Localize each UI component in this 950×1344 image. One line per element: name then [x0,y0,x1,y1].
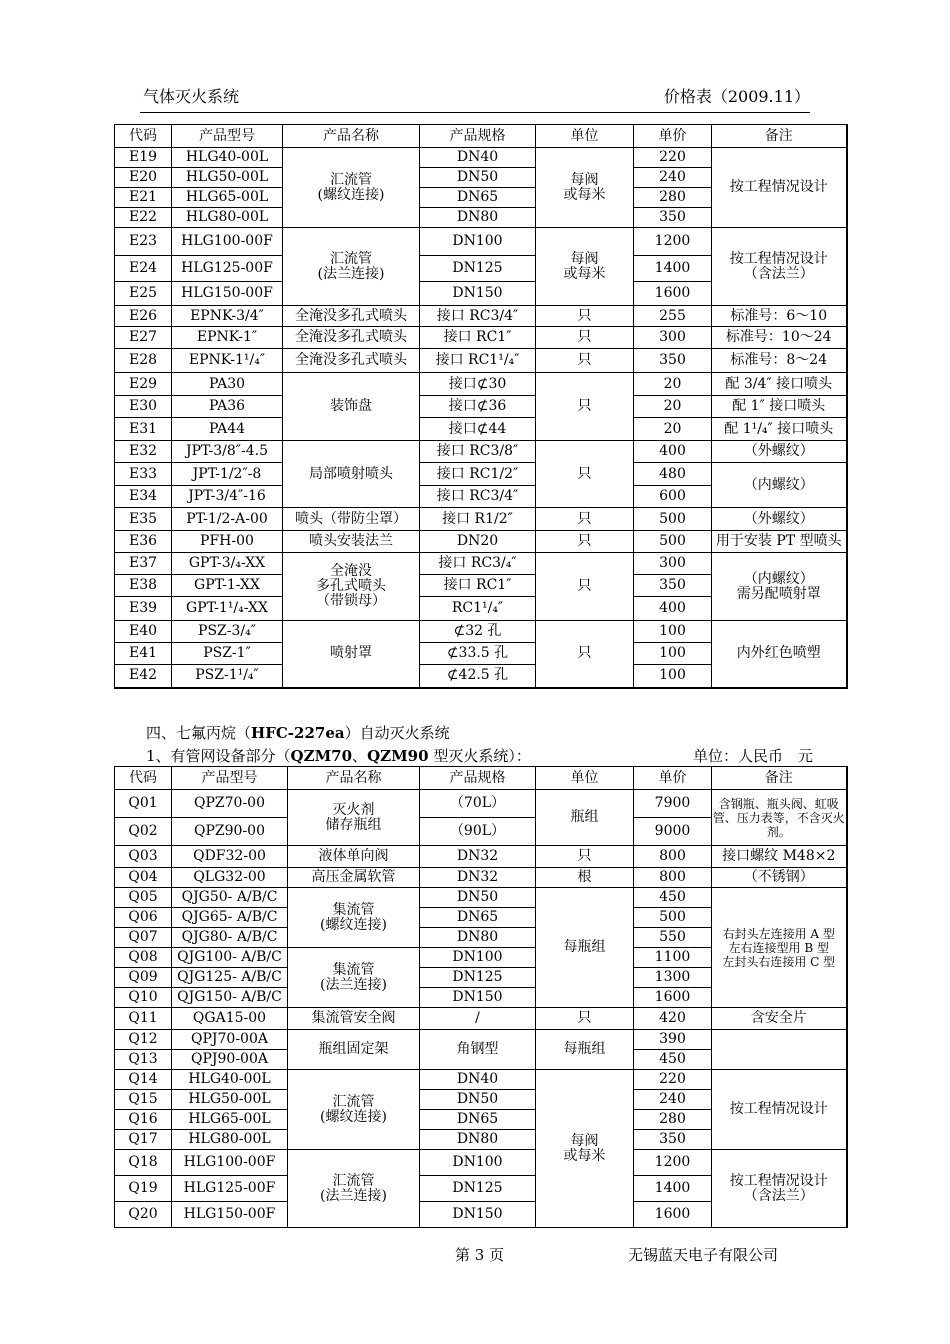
spec-cell: 接口⊄30 [420,373,536,396]
spec-cell: DN100 [420,228,536,256]
price-table-e [114,124,848,689]
price-cell: 240 [634,168,712,188]
note-cell: 含安全片 [712,1008,847,1030]
model-cell: PSZ-1¹/₄″ [172,665,283,688]
note-cell: 接口螺纹 M48×2 [712,846,847,868]
model-cell: QJG125- A/B/C [172,968,288,988]
product-name-cell: 灭火剂 储存瓶组 [288,790,420,846]
model-cell: QPZ90-00 [172,818,288,846]
price-cell: 480 [634,463,712,486]
model-cell: HLG40-00L [172,148,283,168]
spec-cell: ⊄32 孔 [420,621,536,643]
price-cell: 9000 [634,818,712,846]
price-cell: 255 [634,306,712,327]
table-row [115,1070,847,1090]
spec-cell: DN65 [420,188,536,208]
price-cell: 20 [634,396,712,418]
product-name-cell: 高压金属软管 [288,868,420,888]
column-header: 单位 [536,125,634,148]
price-cell: 1600 [634,1202,712,1228]
spec-cell: DN150 [420,988,536,1008]
note-cell: 标准号：10～24 [712,327,847,349]
code-cell: Q09 [115,968,172,988]
code-cell: E28 [115,349,172,373]
unit-cell: 只 [536,508,634,531]
price-cell: 450 [634,888,712,908]
code-cell: Q06 [115,908,172,928]
code-cell: Q13 [115,1050,172,1070]
table-row [115,228,847,256]
column-header: 产品型号 [172,125,283,148]
code-cell: E25 [115,282,172,306]
table-row [115,1150,847,1176]
price-cell: 1600 [634,988,712,1008]
code-cell: E41 [115,643,172,665]
spec-cell: 接口 RC3/4″ [420,306,536,327]
price-table-q [114,766,848,1228]
spec-cell: / [420,1008,536,1030]
price-cell: 350 [634,208,712,228]
price-cell: 400 [634,597,712,621]
table-header-row [115,125,847,148]
product-name-cell: 全淹没 多孔式喷头 （带锁母） [283,553,420,621]
unit-cell: 只 [536,373,634,441]
code-cell: E35 [115,508,172,531]
code-cell: E29 [115,373,172,396]
code-cell: Q07 [115,928,172,948]
spec-cell: （90L） [420,818,536,846]
column-header: 单位 [536,767,634,790]
model-cell: PA44 [172,418,283,441]
code-cell: E31 [115,418,172,441]
model-cell: HLG65-00L [172,1110,288,1130]
price-cell: 300 [634,327,712,349]
code-cell: Q08 [115,948,172,968]
product-name-cell: 瓶组固定架 [288,1030,420,1070]
header-rule [140,112,810,113]
model-cell: PA30 [172,373,283,396]
model-cell: QPJ90-00A [172,1050,288,1070]
unit-cell: 只 [536,531,634,553]
table-row [115,868,847,888]
code-cell: E33 [115,463,172,486]
model-cell: QJG150- A/B/C [172,988,288,1008]
price-cell: 280 [634,1110,712,1130]
table-row [115,349,847,373]
code-cell: Q04 [115,868,172,888]
unit-cell: 每阀 或每米 [536,1070,634,1228]
product-name-cell: 汇流管 (法兰连接) [283,228,420,306]
company-name: 无锡蓝天电子有限公司 [628,1246,779,1264]
product-name-cell: 液体单向阀 [288,846,420,868]
column-header: 产品型号 [172,767,288,790]
price-cell: 220 [634,1070,712,1090]
model-cell: HLG100-00F [172,228,283,256]
model-cell: QJG80- A/B/C [172,928,288,948]
code-cell: E40 [115,621,172,643]
table-row [115,1030,847,1050]
column-header: 产品名称 [288,767,420,790]
price-cell: 1400 [634,256,712,282]
column-header: 产品规格 [420,125,536,148]
model-cell: HLG50-00L [172,168,283,188]
spec-cell: 接口 RC3/8″ [420,441,536,463]
table-row [115,508,847,531]
code-cell: Q10 [115,988,172,1008]
code-cell: E26 [115,306,172,327]
code-cell: Q20 [115,1202,172,1228]
code-cell: E32 [115,441,172,463]
spec-cell: 接口 RC1″ [420,575,536,597]
note-cell: 按工程情况设计 （含法兰） [712,1150,847,1228]
header-price-list: 价格表（2009.11） [663,87,810,106]
note-cell: 含钢瓶、瓶头阀、虹吸管、压力表等，不含灭火剂。 [712,790,847,846]
code-cell: E22 [115,208,172,228]
model-cell: PFH-00 [172,531,283,553]
code-cell: E34 [115,486,172,508]
table-row [115,621,847,643]
table-row [115,531,847,553]
code-cell: Q02 [115,818,172,846]
table-row [115,1008,847,1030]
note-cell: 配 1¹/₄″ 接口喷头 [712,418,847,441]
model-cell: HLG100-00F [172,1150,288,1176]
spec-cell: 接口 RC1/2″ [420,463,536,486]
code-cell: E23 [115,228,172,256]
note-cell: 用于安装 PT 型喷头 [712,531,847,553]
spec-cell: 接口⊄44 [420,418,536,441]
code-cell: Q15 [115,1090,172,1110]
unit-cell: 只 [536,327,634,349]
model-cell: QJG50- A/B/C [172,888,288,908]
spec-cell: DN150 [420,282,536,306]
code-cell: E38 [115,575,172,597]
code-cell: Q14 [115,1070,172,1090]
code-cell: E42 [115,665,172,688]
code-cell: E39 [115,597,172,621]
price-cell: 800 [634,868,712,888]
model-cell: HLG80-00L [172,1130,288,1150]
price-cell: 600 [634,486,712,508]
note-cell: （不锈钢） [712,868,847,888]
price-cell: 1300 [634,968,712,988]
model-cell: QJG100- A/B/C [172,948,288,968]
table-row [115,306,847,327]
product-name-cell: 喷头安装法兰 [283,531,420,553]
column-header: 单价 [634,767,712,790]
code-cell: Q11 [115,1008,172,1030]
model-cell: GPT-3/₄-XX [172,553,283,575]
product-name-cell: 全淹没多孔式喷头 [283,327,420,349]
spec-cell: 角钢型 [420,1030,536,1070]
note-cell: 标准号：8～24 [712,349,847,373]
column-header: 产品规格 [420,767,536,790]
price-cell: 500 [634,908,712,928]
price-cell: 20 [634,373,712,396]
code-cell: E21 [115,188,172,208]
code-cell: E27 [115,327,172,349]
table-row [115,463,847,486]
spec-cell: ⊄33.5 孔 [420,643,536,665]
spec-cell: DN50 [420,1090,536,1110]
spec-cell: DN65 [420,1110,536,1130]
unit-cell: 只 [536,846,634,868]
product-name-cell: 集流管 (螺纹连接) [288,888,420,948]
price-cell: 100 [634,643,712,665]
column-header: 代码 [115,767,172,790]
code-cell: Q12 [115,1030,172,1050]
product-name-cell: 局部喷射喷头 [283,441,420,508]
spec-cell: DN32 [420,868,536,888]
code-cell: Q16 [115,1110,172,1130]
spec-cell: 接口⊄36 [420,396,536,418]
header-title: 气体灭火系统 [143,87,240,106]
product-name-cell: 装饰盘 [283,373,420,441]
price-cell: 350 [634,575,712,597]
unit-cell: 每瓶组 [536,1030,634,1070]
subsection-title: 1、有管网设备部分（QZM70、QZM90 型灭火系统）： [146,747,531,765]
unit-cell: 每阀 或每米 [536,228,634,306]
spec-cell: ⊄42.5 孔 [420,665,536,688]
spec-cell: 接口 RC1¹/₄″ [420,349,536,373]
model-cell: QGA15-00 [172,1008,288,1030]
price-cell: 20 [634,418,712,441]
note-cell: 按工程情况设计 [712,1070,847,1150]
product-name-cell: 全淹没多孔式喷头 [283,306,420,327]
column-header: 单价 [634,125,712,148]
product-name-cell: 汇流管 (螺纹连接) [283,148,420,228]
price-cell: 280 [634,188,712,208]
section-title: 四、七氟丙烷（HFC-227ea）自动灭火系统 [146,724,450,742]
model-cell: QPZ70-00 [172,790,288,818]
spec-cell: DN65 [420,908,536,928]
spec-cell: 接口 R1/2″ [420,508,536,531]
table-row [115,790,847,818]
unit-cell: 每瓶组 [536,888,634,1008]
product-name-cell: 喷头（带防尘罩） [283,508,420,531]
price-cell: 350 [634,1130,712,1150]
product-name-cell: 集流管安全阀 [288,1008,420,1030]
model-cell: HLG125-00F [172,1176,288,1202]
model-cell: PSZ-3/₄″ [172,621,283,643]
spec-cell: DN80 [420,208,536,228]
note-cell: 配 1″ 接口喷头 [712,396,847,418]
spec-cell: 接口 RC1″ [420,327,536,349]
note-cell: 按工程情况设计 [712,148,847,228]
spec-cell: DN32 [420,846,536,868]
product-name-cell: 集流管 (法兰连接) [288,948,420,1008]
spec-cell: DN80 [420,928,536,948]
column-header: 产品名称 [283,125,420,148]
model-cell: HLG40-00L [172,1070,288,1090]
price-cell: 350 [634,349,712,373]
model-cell: JPT-3/4″-16 [172,486,283,508]
table-row [115,553,847,575]
unit-cell: 每阀 或每米 [536,148,634,228]
spec-cell: DN150 [420,1202,536,1228]
model-cell: JPT-1/2″-8 [172,463,283,486]
model-cell: GPT-1-XX [172,575,283,597]
code-cell: E36 [115,531,172,553]
spec-cell: DN40 [420,148,536,168]
price-cell: 550 [634,928,712,948]
model-cell: HLG80-00L [172,208,283,228]
spec-cell: 接口 RC3/4″ [420,486,536,508]
spec-cell: DN50 [420,168,536,188]
unit-cell: 只 [536,1008,634,1030]
table-row [115,888,847,908]
table-row [115,327,847,349]
model-cell: HLG150-00F [172,1202,288,1228]
model-cell: QLG32-00 [172,868,288,888]
spec-cell: DN20 [420,531,536,553]
price-cell: 500 [634,508,712,531]
unit-cell: 只 [536,306,634,327]
note-cell: 配 3/4″ 接口喷头 [712,373,847,396]
currency-unit: 单位：人民币 元 [693,747,814,765]
spec-cell: DN100 [420,1150,536,1176]
code-cell: E37 [115,553,172,575]
column-header: 备注 [712,767,847,790]
model-cell: GPT-1¹/₄-XX [172,597,283,621]
note-cell [712,1030,847,1070]
code-cell: E19 [115,148,172,168]
model-cell: HLG65-00L [172,188,283,208]
note-cell: 标准号：6～10 [712,306,847,327]
code-cell: Q05 [115,888,172,908]
note-cell: 右封头左连接用 A 型 左右连接型用 B 型 左封头右连接用 C 型 [712,888,847,1008]
code-cell: E30 [115,396,172,418]
table-row [115,418,847,441]
note-cell: 按工程情况设计 （含法兰） [712,228,847,306]
note-cell: （外螺纹） [712,508,847,531]
product-name-cell: 喷射罩 [283,621,420,688]
note-cell: （内螺纹） [712,463,847,508]
price-cell: 1400 [634,1176,712,1202]
spec-cell: DN125 [420,968,536,988]
price-cell: 1100 [634,948,712,968]
table-row [115,373,847,396]
model-cell: HLG150-00F [172,282,283,306]
model-cell: JPT-3/8″-4.5 [172,441,283,463]
column-header: 备注 [712,125,847,148]
model-cell: EPNK-3/4″ [172,306,283,327]
price-cell: 450 [634,1050,712,1070]
table-row [115,846,847,868]
product-name-cell: 汇流管 (螺纹连接) [288,1070,420,1150]
model-cell: HLG50-00L [172,1090,288,1110]
note-cell: （外螺纹） [712,441,847,463]
model-cell: EPNK-1″ [172,327,283,349]
price-cell: 100 [634,665,712,688]
price-cell: 400 [634,441,712,463]
model-cell: QJG65- A/B/C [172,908,288,928]
price-cell: 100 [634,621,712,643]
spec-cell: DN50 [420,888,536,908]
unit-cell: 瓶组 [536,790,634,846]
price-cell: 1600 [634,282,712,306]
spec-cell: （70L） [420,790,536,818]
code-cell: Q19 [115,1176,172,1202]
spec-cell: RC1¹/₄″ [420,597,536,621]
price-cell: 240 [634,1090,712,1110]
spec-cell: DN100 [420,948,536,968]
spec-cell: DN125 [420,1176,536,1202]
code-cell: E20 [115,168,172,188]
model-cell: EPNK-1¹/₄″ [172,349,283,373]
model-cell: QPJ70-00A [172,1030,288,1050]
model-cell: PA36 [172,396,283,418]
spec-cell: 接口 RC3/₄″ [420,553,536,575]
code-cell: Q01 [115,790,172,818]
unit-cell: 只 [536,441,634,508]
spec-cell: DN40 [420,1070,536,1090]
note-cell: （内螺纹） 需另配喷射罩 [712,553,847,621]
spec-cell: DN125 [420,256,536,282]
page-number: 第 3 页 [455,1246,505,1264]
price-cell: 1200 [634,228,712,256]
code-cell: Q18 [115,1150,172,1176]
table-row [115,148,847,168]
unit-cell: 只 [536,621,634,688]
model-cell: HLG125-00F [172,256,283,282]
price-cell: 500 [634,531,712,553]
table-row [115,441,847,463]
model-cell: QDF32-00 [172,846,288,868]
table-row [115,396,847,418]
unit-cell: 只 [536,553,634,621]
code-cell: Q03 [115,846,172,868]
price-cell: 220 [634,148,712,168]
model-cell: PSZ-1″ [172,643,283,665]
unit-cell: 根 [536,868,634,888]
spec-cell: DN80 [420,1130,536,1150]
table-header-row [115,767,847,790]
price-cell: 7900 [634,790,712,818]
price-cell: 420 [634,1008,712,1030]
unit-cell: 只 [536,349,634,373]
product-name-cell: 汇流管 (法兰连接) [288,1150,420,1228]
note-cell: 内外红色喷塑 [712,621,847,688]
price-cell: 1200 [634,1150,712,1176]
model-cell: PT-1/2-A-00 [172,508,283,531]
price-cell: 300 [634,553,712,575]
code-cell: Q17 [115,1130,172,1150]
column-header: 代码 [115,125,172,148]
product-name-cell: 全淹没多孔式喷头 [283,349,420,373]
price-cell: 800 [634,846,712,868]
code-cell: E24 [115,256,172,282]
price-cell: 390 [634,1030,712,1050]
